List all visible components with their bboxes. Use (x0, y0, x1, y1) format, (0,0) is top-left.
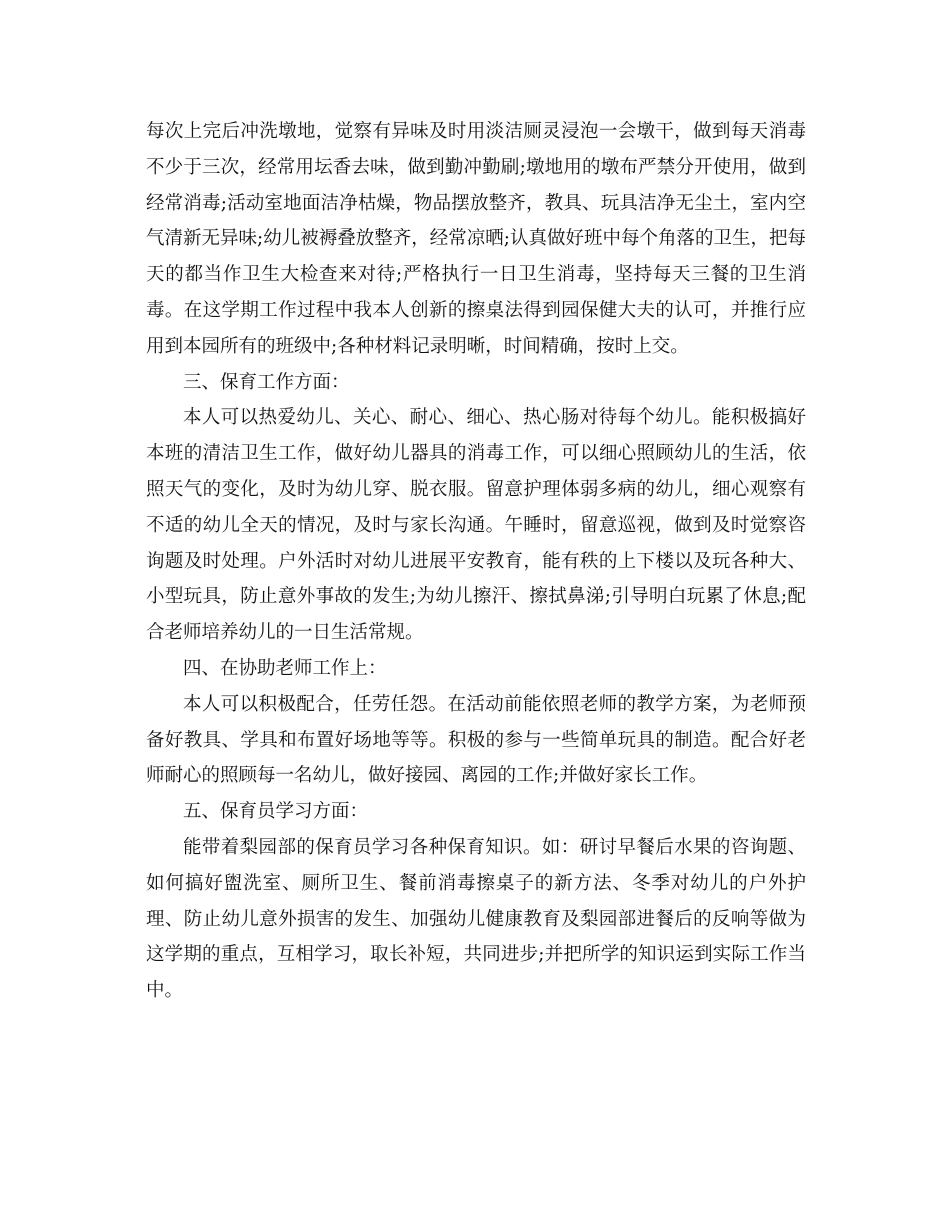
paragraph-childcare-work: 本人可以热爱幼儿、关心、耐心、细心、热心肠对待每个幼儿。能积极搞好本班的清洁卫生工作，做好幼儿器具的消毒工作，可以细心照顾幼儿的生活，依照天气的变化，及时为幼儿穿、脱衣服。留意护理体弱多病的幼儿，细心观察有不适的幼儿全天的情况，及时与家长沟通。午睡时，留意巡视，做到及时觉察咨询题及时处理。户外活时对幼儿进展平安教育，能有秩的上下楼以及玩各种大、小型玩具，防止意外事故的发生;为幼儿擦汗、擦拭鼻涕;引导明白玩累了休息;配合老师培养幼儿的一日生活常规。 (146, 407, 806, 644)
paragraph-cleaning-routine: 每次上完后冲洗墩地，觉察有异味及时用淡洁厕灵浸泡一会墩干，做到每天消毒不少于三次，经常用坛香去味，做到勤冲勤刷;墩地用的墩布严禁分开使用，做到经常消毒;活动室地面洁净枯燥，物品摆放整齐，教具、玩具洁净无尘土，室内空气清新无异味;幼儿被褥叠放整齐，经常凉晒;认真做好班中每个角落的卫生，把每天的都当作卫生大检查来对待;严格执行一日卫生消毒，坚持每天三餐的卫生消毒。在这学期工作过程中我本人创新的擦桌法得到园保健大夫的认可，并推行应用到本园所有的班级中;各种材料记录明晰，时间精确，按时上交。 (146, 121, 806, 357)
section-heading-childcare: 三、保育工作方面： (183, 371, 350, 393)
paragraph-assisting-teachers: 本人可以积极配合，任劳任怨。在活动前能依照老师的教学方案，为老师预备好教具、学具和布置好场地等等。积极的参与一些简单玩具的制造。配合好老师耐心的照顾每一名幼儿，做好接园、离园的工作;并做好家长工作。 (146, 693, 806, 787)
document-body (146, 114, 806, 1009)
section-heading-learning: 五、保育员学习方面： (183, 801, 369, 823)
paragraph-learning: 能带着梨园部的保育员学习各种保育知识。如：研讨早餐后水果的咨询题、如何搞好盥洗室、厕所卫生、餐前消毒擦桌子的新方法、冬季对幼儿的户外护理、防止幼儿意外损害的发生、加强幼儿健康教育及梨园部进餐后的反响等做为这学期的重点，互相学习，取长补短，共同进步;并把所学的知识运到实际工作当中。 (146, 836, 806, 1002)
section-heading-assisting-teachers: 四、在协助老师工作上： (183, 657, 387, 679)
